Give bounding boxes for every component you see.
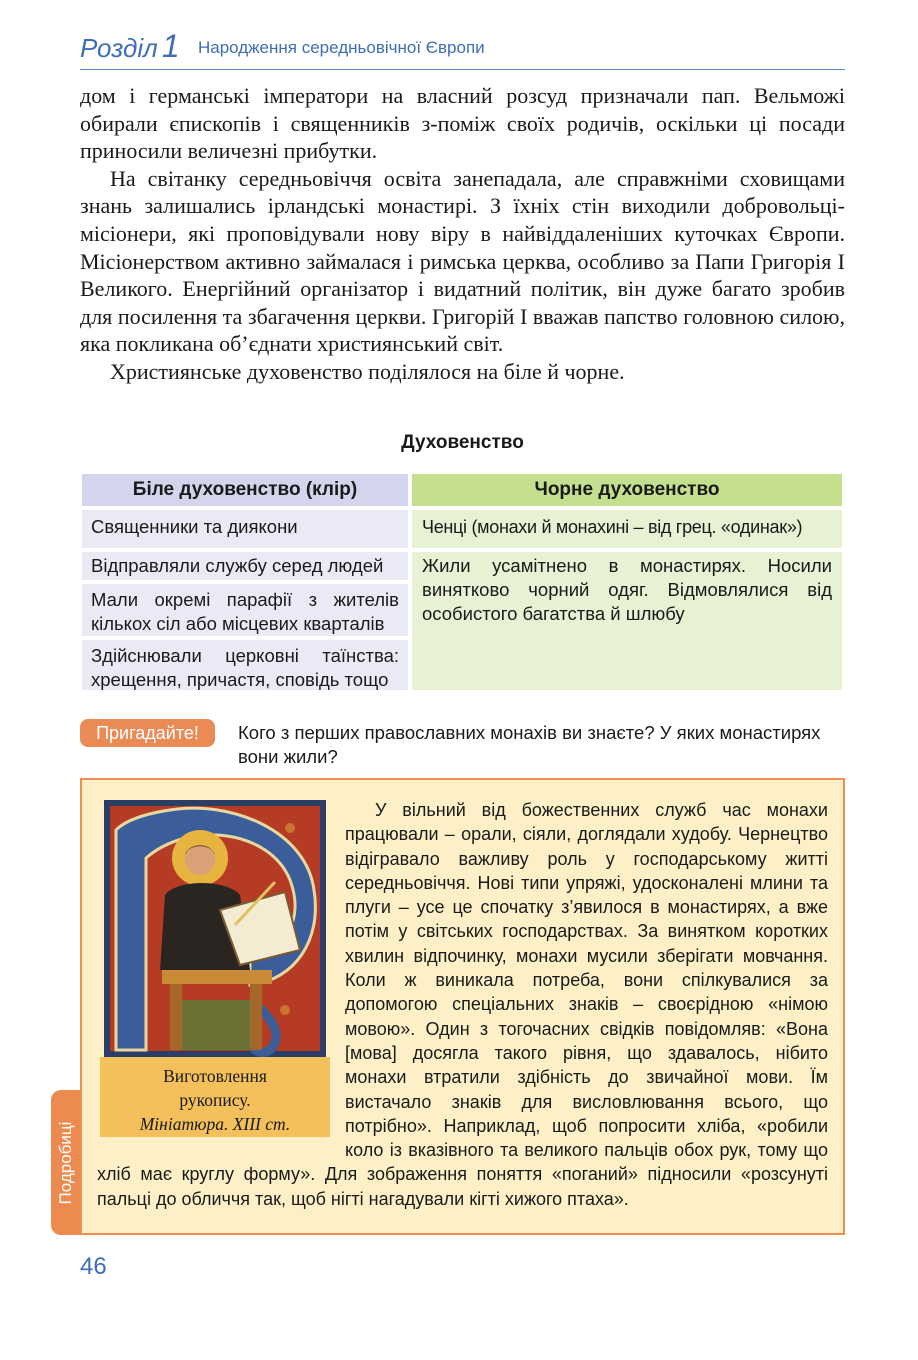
paragraph-3: Християнське духовенство поділялося на біле й чорне. — [110, 358, 625, 384]
chapter-title: Народження середньовічної Європи — [198, 38, 485, 57]
remember-question: Кого з перших православних монахів ви знаєте? У яких монастирях вони жили? — [238, 722, 821, 767]
remember-badge: Пригадайте! — [80, 719, 215, 747]
black-row-2: Жили усамітнено в монастирях. Носили винятково чорний одяг. Відмовлялися від особистого багатства й шлюбу — [412, 552, 842, 690]
header-black-clergy: Чорне духовенство — [412, 474, 842, 506]
paragraph-2: На світанку середньовіччя освіта занепадала, але справжніми сховищами знань залишались ірландські монастирі. З їхніх стін виходили добровольці-місіонери, які проповідували нову віру в найвіддаленіших куточках Європи. Місіонерством активно займалася і римська церква, особливо за Папи Григорія I Великого. Енергійний організатор і видатний політик, він дуже багато зробив для посилення та збагачення церкви. Григорій I вважав папство головною силою, яка покликана об’єднати християнський світ. — [80, 165, 845, 357]
caption-line-3: Мініатюра. XIII ст. — [139, 1114, 291, 1134]
white-row-2: Відправляли службу серед людей — [82, 552, 408, 580]
page-number: 46 — [80, 1253, 107, 1280]
details-paragraph: У вільний від божественних служб час монахи працювали – орали, сіяли, доглядали худобу. Чернецтво відігравало важливу роль у господарському житті середньовіччя. Нові типи упряжі, удосконалені млини та плуги – усе це спочатку з’явилося в монастирях, а вже потім у світських господарствах. За винятком коротких хвилин відпочинку, монахи мусили зберігати мовчання. Коли ж виникала потреба, вони спілкувалися за допомогою спеціальних знаків – своєрідною «німою мовою». Один з тогочасних свідків повідомляв: «Вона [мова] досягла такого рівня, що здавалось, нібито монахи втратили здібність до звичайної мови. Їм вистачало знаків для висловлювання всього, що потрібно». Наприклад, щоб попросити хліба, «робили коло із вказівного та великого пальців обох рук, тому що хліб має круглу форму». Для зображення поняття «поганий» підносили «розсунуті пальці до обличчя так, щоб нігті нагадували кігті хижого птаха». — [97, 800, 828, 1209]
white-row-1: Священники та диякони — [82, 510, 408, 548]
details-tab-label: Подробиці — [56, 1121, 75, 1205]
table-title: Духовенство — [401, 432, 524, 453]
paragraph-1: дом і германські імператори на власний розсуд призначали пап. Вельможі обирали єпископів і священників з-поміж своїх родичів, оскільки ці посади приносили величезні прибутки. — [80, 83, 845, 164]
main-text — [80, 82, 845, 386]
white-row-3: Мали окремі парафії з жителів кількох сіл або місцевих кварталів — [82, 584, 408, 636]
chapter-number: 1 — [161, 28, 180, 64]
white-row-4: Здійснювали церковні таїнства: хрещення, причастя, сповідь тощо — [82, 640, 408, 690]
details-text-block — [97, 798, 828, 1211]
page-header — [80, 26, 845, 70]
caption-line-2: рукопису. — [179, 1090, 251, 1110]
chapter-label — [80, 28, 180, 65]
black-row-1: Ченці (монахи й монахині – від грец. «одинак») — [412, 510, 842, 548]
caption-line-1: Виготовлення — [163, 1066, 267, 1086]
header-white-clergy: Біле духовенство (клір) — [82, 474, 408, 506]
image-float-spacer — [97, 798, 345, 1146]
chapter-word: Розділ — [80, 33, 158, 63]
